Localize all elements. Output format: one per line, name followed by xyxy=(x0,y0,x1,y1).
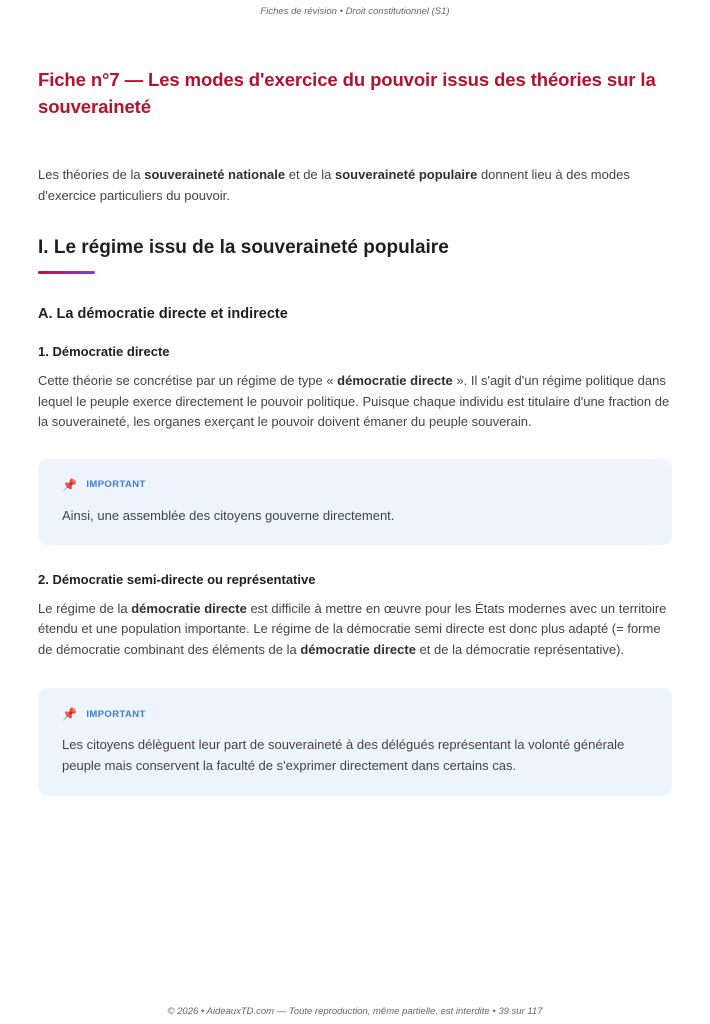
section-heading-underline xyxy=(38,271,95,274)
important-callout-1 xyxy=(38,459,672,545)
intro-text-2: et de la xyxy=(285,167,335,182)
intro-text-1: Les théories de la xyxy=(38,167,145,182)
part-heading-1: 1. Démocratie directe xyxy=(38,344,170,359)
part-2-paragraph xyxy=(38,599,672,661)
pushpin-icon: 📌 xyxy=(62,707,78,721)
page-title: Fiche n°7 — Les modes d'exercice du pouvoir issus des théories sur la souveraineté xyxy=(38,69,656,117)
section-heading: I. Le régime issu de la souveraineté populaire xyxy=(38,237,449,258)
callout-header xyxy=(62,708,648,720)
callout-label: IMPORTANT xyxy=(86,708,146,720)
intro-bold-1: souveraineté nationale xyxy=(144,167,286,182)
part-2-text-2: est difficile à mettre en œuvre pour les États modernes avec un territoire étendu et une population importante. Le régime de la démocratie semi directe est donc plus adapté (= forme de démocratie combinant des éléments de la xyxy=(38,600,667,657)
callout-label: IMPORTANT xyxy=(86,479,146,490)
callout-text: Les citoyens délèguent leur part de souveraineté à des délégués représentant la volonté générale peuple mais conservent la faculté de s'exprimer directement dans certains cas. xyxy=(62,737,625,773)
intro-text-3: donnent lieu à des modes d'exercice particuliers du pouvoir. xyxy=(38,167,630,203)
subsection-heading: A. La démocratie directe et indirecte xyxy=(38,306,288,322)
callout-text: Ainsi, une assemblée des citoyens gouverne directement. xyxy=(62,507,395,523)
callout-header xyxy=(62,479,648,491)
important-callout-2 xyxy=(38,688,672,796)
part-2-text-1: Le régime de la xyxy=(38,600,132,616)
part-1-text-2: ». Il s'agit d'un régime politique dans lequel le peuple exerce directement le pouvoir politique. Puisque chaque individu est titulaire d'une fraction de la souveraineté, les organes exerçant le pouvoir doivent émaner du peuple souverain. xyxy=(38,373,670,429)
intro-bold-2: souveraineté populaire xyxy=(335,167,478,182)
document-body xyxy=(38,66,672,796)
part-2-text-3: et de la démocratie représentative). xyxy=(415,641,625,657)
part-heading-2: 2. Démocratie semi-directe ou représentative xyxy=(38,571,316,587)
intro-paragraph xyxy=(38,164,672,206)
part-1-text-1: Cette théorie se concrétise par un régime de type « xyxy=(38,373,338,388)
part-2-bold-1: démocratie directe xyxy=(131,600,247,616)
page-footer: © 2026 • AideauxTD.com — Toute reproduction, même partielle, est interdite • 39 sur 117 xyxy=(167,1006,543,1017)
pushpin-icon: 📌 xyxy=(62,477,78,492)
page-header: Fiches de révision • Droit constitutionnel (S1) xyxy=(260,6,450,17)
part-1-bold-1: démocratie directe xyxy=(337,373,453,388)
part-1-paragraph xyxy=(38,371,672,433)
part-2-bold-2: démocratie directe xyxy=(300,641,416,657)
